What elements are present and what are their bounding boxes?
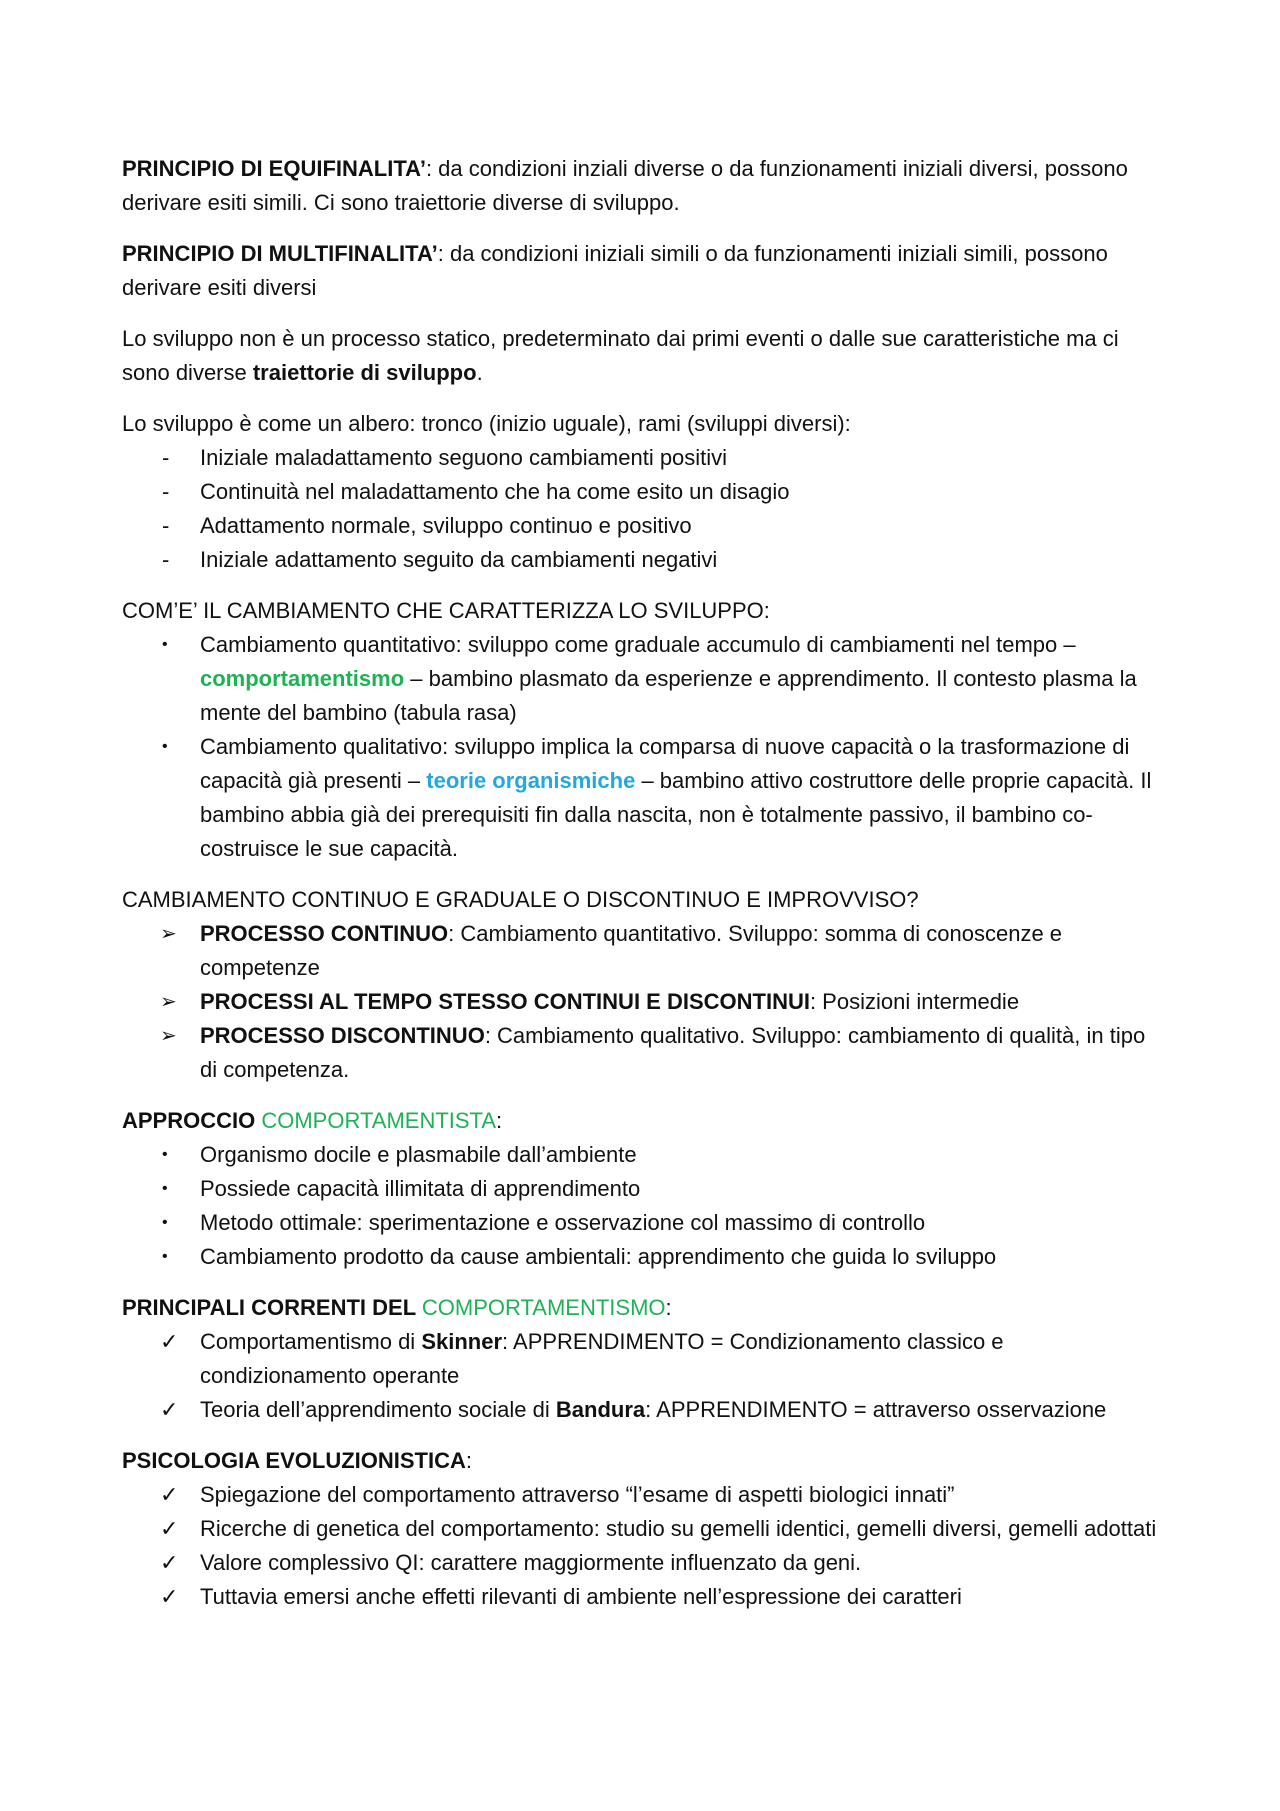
comportamentismo-heading-highlight: COMPORTAMENTISMO	[421, 1295, 666, 1320]
dash-marker: -	[162, 547, 170, 572]
heading-end: :	[496, 1108, 503, 1133]
bullet-icon: •	[162, 1214, 168, 1231]
arrow-icon: ➢	[160, 1025, 177, 1047]
check-icon: ✓	[160, 1516, 179, 1541]
list-item-term: PROCESSO DISCONTINUO	[200, 1023, 485, 1048]
list-item	[122, 917, 1160, 985]
list-item-text: Iniziale adattamento seguito da cambiamenti negativi	[200, 547, 718, 572]
list-item-text: : Cambiamento quantitativo. Sviluppo: somma di conoscenze e competenze	[200, 921, 1063, 980]
list-item-text: – bambino plasmato da esperienze e apprendimento. Il contesto plasma la mente del bambino (tabula rasa)	[200, 666, 1137, 725]
list-item	[122, 509, 1160, 543]
trajectories-text: Lo sviluppo non è un processo statico, predeterminato dai primi eventi o dalle sue caratteristiche ma ci sono diverse	[122, 326, 1119, 385]
trajectories-paragraph	[122, 322, 1160, 390]
list-item-text: Adattamento normale, sviluppo continuo e positivo	[200, 513, 692, 538]
list-item-text: Cambiamento qualitativo: sviluppo implica la comparsa di nuove capacità o la trasformazione di capacità già presenti –	[200, 734, 1130, 793]
list-item-text: Teoria dell’apprendimento sociale di	[200, 1397, 556, 1422]
equifinality-term: PRINCIPIO DI EQUIFINALITA’	[122, 156, 426, 181]
currents-list	[122, 1325, 1160, 1427]
list-item	[122, 1240, 1160, 1274]
trajectories-end: .	[476, 360, 483, 385]
list-item	[122, 1172, 1160, 1206]
list-item-text: Valore complessivo QI: carattere maggiormente influenzato da geni.	[200, 1550, 862, 1575]
bullet-icon: •	[162, 1248, 168, 1265]
list-item	[122, 1580, 1160, 1614]
comportamentismo-highlight: comportamentismo	[200, 666, 405, 691]
tree-intro: Lo sviluppo è come un albero: tronco (inizio uguale), rami (sviluppi diversi):	[122, 411, 851, 436]
list-item	[122, 730, 1160, 866]
list-item-text: : APPRENDIMENTO = Condizionamento classico e condizionamento operante	[200, 1329, 1004, 1388]
check-icon: ✓	[160, 1482, 179, 1507]
comportamentista-highlight: COMPORTAMENTISTA	[261, 1108, 497, 1133]
list-item-text: Ricerche di genetica del comportamento: studio su gemelli identici, gemelli diversi, gemelli adottati	[200, 1516, 1157, 1541]
list-item	[122, 1019, 1160, 1087]
list-item-term: Skinner	[421, 1329, 503, 1354]
bullet-icon: •	[162, 1180, 168, 1197]
list-item	[122, 543, 1160, 577]
change-list	[122, 628, 1160, 866]
heading-bold: PSICOLOGIA EVOLUZIONISTICA	[122, 1448, 466, 1473]
list-item	[122, 475, 1160, 509]
list-item-text: Iniziale maladattamento seguono cambiamenti positivi	[200, 445, 728, 470]
list-item-text: Spiegazione del comportamento attraverso “l’esame di aspetti biologici innati”	[200, 1482, 955, 1507]
heading-bold: APPROCCIO	[122, 1108, 262, 1133]
list-item	[122, 628, 1160, 730]
heading-end: :	[665, 1295, 672, 1320]
arrow-icon: ➢	[160, 923, 177, 945]
list-item	[122, 1546, 1160, 1580]
list-item-text: Continuità nel maladattamento che ha come esito un disagio	[200, 479, 790, 504]
list-item	[122, 1393, 1160, 1427]
continuity-list	[122, 917, 1160, 1087]
list-item	[122, 1512, 1160, 1546]
behaviorist-heading	[122, 1104, 1160, 1138]
list-item-term: Bandura	[555, 1397, 646, 1422]
check-icon: ✓	[160, 1397, 179, 1422]
multifinality-text: : da condizioni iniziali simili o da funzionamenti iniziali simili, possono derivare esiti diversi	[122, 241, 1108, 300]
list-item	[122, 1206, 1160, 1240]
list-item-text: Cambiamento prodotto da cause ambientali: apprendimento che guida lo sviluppo	[200, 1244, 997, 1269]
list-item-text: Cambiamento quantitativo: sviluppo come graduale accumulo di cambiamenti nel tempo –	[200, 632, 1076, 657]
tree-list	[122, 441, 1160, 577]
equifinality-paragraph	[122, 152, 1160, 220]
list-item-text: Tuttavia emersi anche effetti rilevanti di ambiente nell’espressione dei caratteri	[200, 1584, 962, 1609]
list-item-text: – bambino attivo costruttore delle proprie capacità. Il bambino abbia già dei prerequisiti fin dalla nascita, non è totalmente passivo, il bambino co-costruisce le sue capacità.	[200, 768, 1152, 861]
list-item	[122, 1478, 1160, 1512]
list-item-text: : Cambiamento qualitativo. Sviluppo: cambiamento di qualità, in tipo di competenza.	[200, 1023, 1146, 1082]
list-item-text: Comportamentismo di	[200, 1329, 422, 1354]
multifinality-term: PRINCIPIO DI MULTIFINALITA’	[122, 241, 438, 266]
check-icon: ✓	[160, 1550, 179, 1575]
arrow-icon: ➢	[160, 991, 177, 1013]
list-item	[122, 1325, 1160, 1393]
list-item	[122, 1138, 1160, 1172]
check-icon: ✓	[160, 1584, 179, 1609]
dash-marker: -	[162, 513, 170, 538]
heading-end: :	[465, 1448, 472, 1473]
list-item-text: Organismo docile e plasmabile dall’ambiente	[200, 1142, 637, 1167]
dash-marker: -	[162, 479, 170, 504]
list-item	[122, 985, 1160, 1019]
list-item-text: Possiede capacità illimitata di apprendimento	[200, 1176, 641, 1201]
trajectories-term: traiettorie di sviluppo	[252, 360, 477, 385]
evolutionary-heading	[122, 1444, 1160, 1478]
change-heading: COM’E’ IL CAMBIAMENTO CHE CARATTERIZZA LO SVILUPPO:	[122, 598, 770, 623]
list-item-text: : APPRENDIMENTO = attraverso osservazione	[645, 1397, 1107, 1422]
multifinality-paragraph	[122, 237, 1160, 305]
heading-bold: PRINCIPALI CORRENTI DEL	[122, 1295, 422, 1320]
bullet-icon: •	[162, 1146, 168, 1163]
currents-heading	[122, 1291, 1160, 1325]
bullet-icon: •	[162, 636, 168, 653]
behaviorist-list	[122, 1138, 1160, 1274]
list-item	[122, 441, 1160, 475]
teorie-organismiche-highlight: teorie organismiche	[426, 768, 636, 793]
list-item-term: PROCESSI AL TEMPO STESSO CONTINUI E DISCONTINUI	[200, 989, 810, 1014]
dash-marker: -	[162, 445, 170, 470]
bullet-icon: •	[162, 738, 168, 755]
check-icon: ✓	[160, 1329, 179, 1354]
list-item-text: Metodo ottimale: sperimentazione e osservazione col massimo di controllo	[200, 1210, 926, 1235]
equifinality-text: : da condizioni inziali diverse o da funzionamenti iniziali diversi, possono derivare esiti simili. Ci sono traiettorie diverse di sviluppo.	[122, 156, 1128, 215]
evolutionary-list	[122, 1478, 1160, 1614]
list-item-text: : Posizioni intermedie	[809, 989, 1020, 1014]
continuity-heading: CAMBIAMENTO CONTINUO E GRADUALE O DISCONTINUO E IMPROVVISO?	[122, 887, 919, 912]
list-item-term: PROCESSO CONTINUO	[200, 921, 449, 946]
